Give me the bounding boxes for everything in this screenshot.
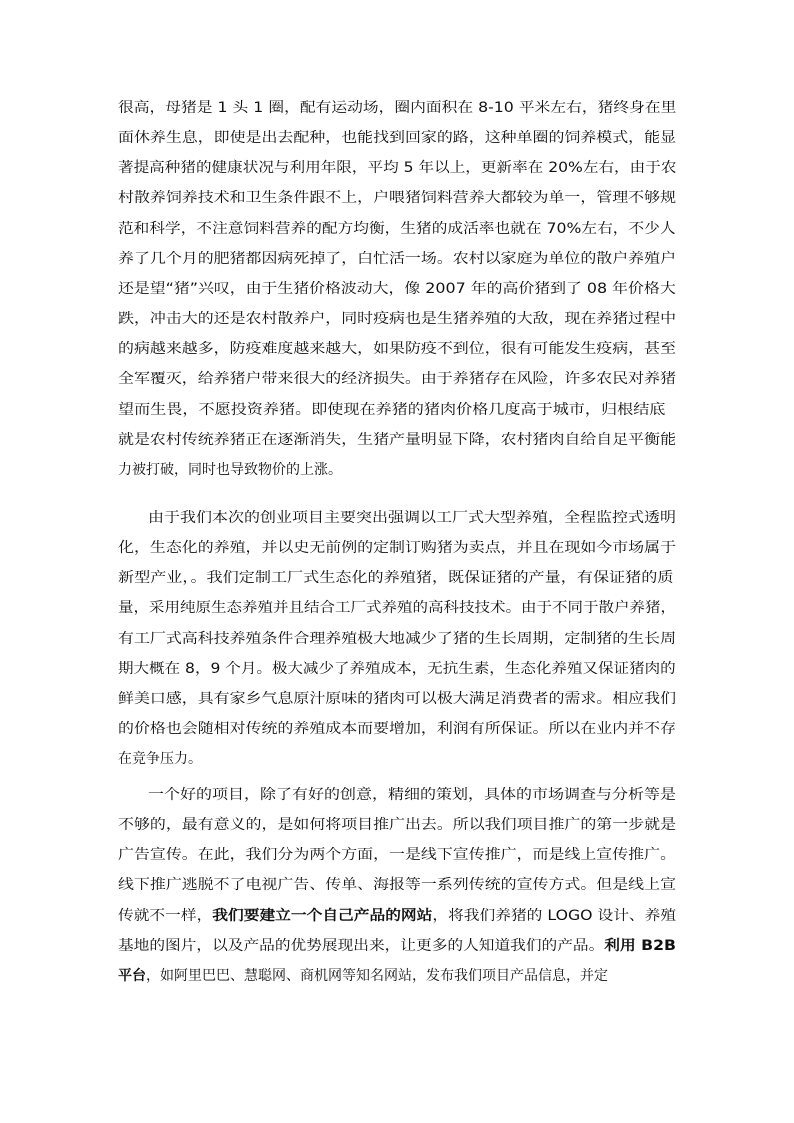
text-line bbox=[118, 249, 676, 269]
text-run: 新型产业，。我们定制工厂式生态化的养殖猪，既保证猪的产量，有保证猪的质 bbox=[118, 570, 674, 587]
text-line bbox=[118, 598, 676, 618]
text-line bbox=[118, 568, 673, 588]
bold-text: 利用 B2B bbox=[604, 937, 676, 954]
text-run: 范和科学，不注意饲料营养的配方均衡，生猪的成活率也就在 70%左右，不少人 bbox=[118, 220, 676, 237]
text-line bbox=[118, 749, 202, 769]
text-run: 期大概在 8，9 个月。极大减少了养殖成本，无抗生素，生态化养殖又保证猪肉的 bbox=[118, 660, 676, 677]
text-run: 跌，冲击大的还是农村散养户，同时疫病也是生猪养殖的大敌，现在养猪过程中 bbox=[118, 311, 677, 328]
text-run: 由于我们本次的创业项目主要突出强调以工厂式大型养殖，全程监控式透明 bbox=[148, 510, 677, 526]
bold-text: 平台 bbox=[118, 967, 146, 984]
text-line bbox=[118, 309, 676, 329]
text-line bbox=[118, 719, 676, 739]
text-line bbox=[118, 875, 676, 895]
text-line bbox=[118, 689, 676, 709]
text-line bbox=[148, 785, 676, 805]
text-line bbox=[118, 430, 676, 450]
text-run: 一个好的项目，除了有好的创意，精细的策划，具体的市场调查与分析等是 bbox=[148, 787, 677, 803]
text-run: 在竞争压力。 bbox=[118, 751, 202, 768]
text-run: 不够的，最有意义的，是如何将项目推广出去。所以我们项目推广的第一步就是 bbox=[118, 817, 677, 834]
text-run: 的价格也会随相对传统的养殖成本而要增加，利润有所保证。所以在业内并不存 bbox=[118, 721, 677, 738]
text-run: 的病越来越多，防疫难度越来越大，如果防疫不到位，很有可能发生疫病，甚至 bbox=[118, 341, 677, 358]
text-run: 还是望“猪”兴叹，由于生猪价格波动大，像 2007 年的高价猪到了 08 年价格大 bbox=[118, 280, 676, 297]
text-run: 养了几个月的肥猪都因病死掉了，白忙活一场。农村以家庭为单位的散户养殖户 bbox=[118, 250, 677, 267]
text-line bbox=[118, 369, 676, 389]
text-line bbox=[118, 845, 676, 865]
text-run: ，将我们养猪的 LOGO 设计、养殖 bbox=[432, 907, 677, 924]
text-run: 基地的图片，以及产品的优势展现出来，让更多的人知道我们的产品。 bbox=[118, 937, 605, 954]
text-run: 力被打破，同时也导致物价的上涨。 bbox=[118, 461, 342, 478]
text-line bbox=[118, 98, 676, 118]
text-line bbox=[118, 538, 676, 558]
text-line bbox=[118, 629, 676, 649]
text-run: 有工厂式高科技养殖条件合理养殖极大地减少了猪的生长周期，定制猪的生长周 bbox=[118, 630, 677, 647]
text-line bbox=[118, 460, 342, 480]
text-line bbox=[118, 966, 608, 986]
text-line bbox=[118, 906, 676, 926]
text-run: 面休养生息，即使是出去配种，也能找到回家的路，这种单圈的饲养模式，能显 bbox=[118, 130, 677, 147]
text-run: 传就不一样， bbox=[118, 907, 213, 924]
text-run: 著提高种猪的健康状况与利用年限，平均 5 年以上，更新率在 20%左右，由于农 bbox=[118, 160, 677, 177]
text-run: 化，生态化的养殖，并以史无前例的定制订购猪为卖点，并且在现如今市场属于 bbox=[118, 540, 677, 557]
text-run: 很高，母猪是 1 头 1 圈，配有运动场，圈内面积在 8-10 平米左右，猪终身在里 bbox=[118, 100, 677, 116]
text-run: 望而生畏，不愿投资养猪。即使现在养猪的猪肉价格几度高于城市，归根结底 bbox=[118, 401, 666, 418]
text-run: 广告宣传。在此，我们分为两个方面，一是线下宣传推广，而是线上宣传推广。 bbox=[118, 847, 677, 864]
text-run: 量，采用纯原生态养殖并且结合工厂式养殖的高科技技术。由于不同于散户养猪， bbox=[118, 600, 676, 617]
text-line bbox=[118, 339, 676, 359]
text-run: 村散养饲养技术和卫生条件跟不上，户喂猪饲料营养大都较为单一，管理不够规 bbox=[118, 190, 677, 207]
text-line bbox=[118, 128, 676, 148]
text-run: 线下推广逃脱不了电视广告、传单、海报等一系列传统的宣传方式。但是线上宣 bbox=[118, 877, 677, 894]
text-line bbox=[118, 659, 676, 679]
text-run: 就是农村传统养猪正在逐渐消失，生猪产量明显下降，农村猪肉自给自足平衡能 bbox=[118, 431, 677, 448]
text-line bbox=[118, 815, 676, 835]
text-run: 全军覆灭，给养猪户带来很大的经济损失。由于养猪存在风险，许多农民对养猪 bbox=[118, 371, 677, 388]
text-line bbox=[118, 279, 676, 299]
text-line bbox=[118, 936, 676, 956]
bold-text: 我们要建立一个自己产品的网站 bbox=[212, 907, 433, 924]
text-run: 鲜美口感，具有家乡气息原汁原味的猪肉可以极大满足消费者的需求。相应我们 bbox=[118, 690, 677, 707]
text-line bbox=[118, 219, 676, 239]
text-run: ，如阿里巴巴、慧聪网、商机网等知名网站，发布我们项目产品信息，并定 bbox=[146, 967, 608, 984]
text-line bbox=[118, 400, 665, 420]
text-line bbox=[118, 188, 676, 208]
text-line bbox=[148, 508, 676, 528]
text-line bbox=[118, 158, 676, 178]
